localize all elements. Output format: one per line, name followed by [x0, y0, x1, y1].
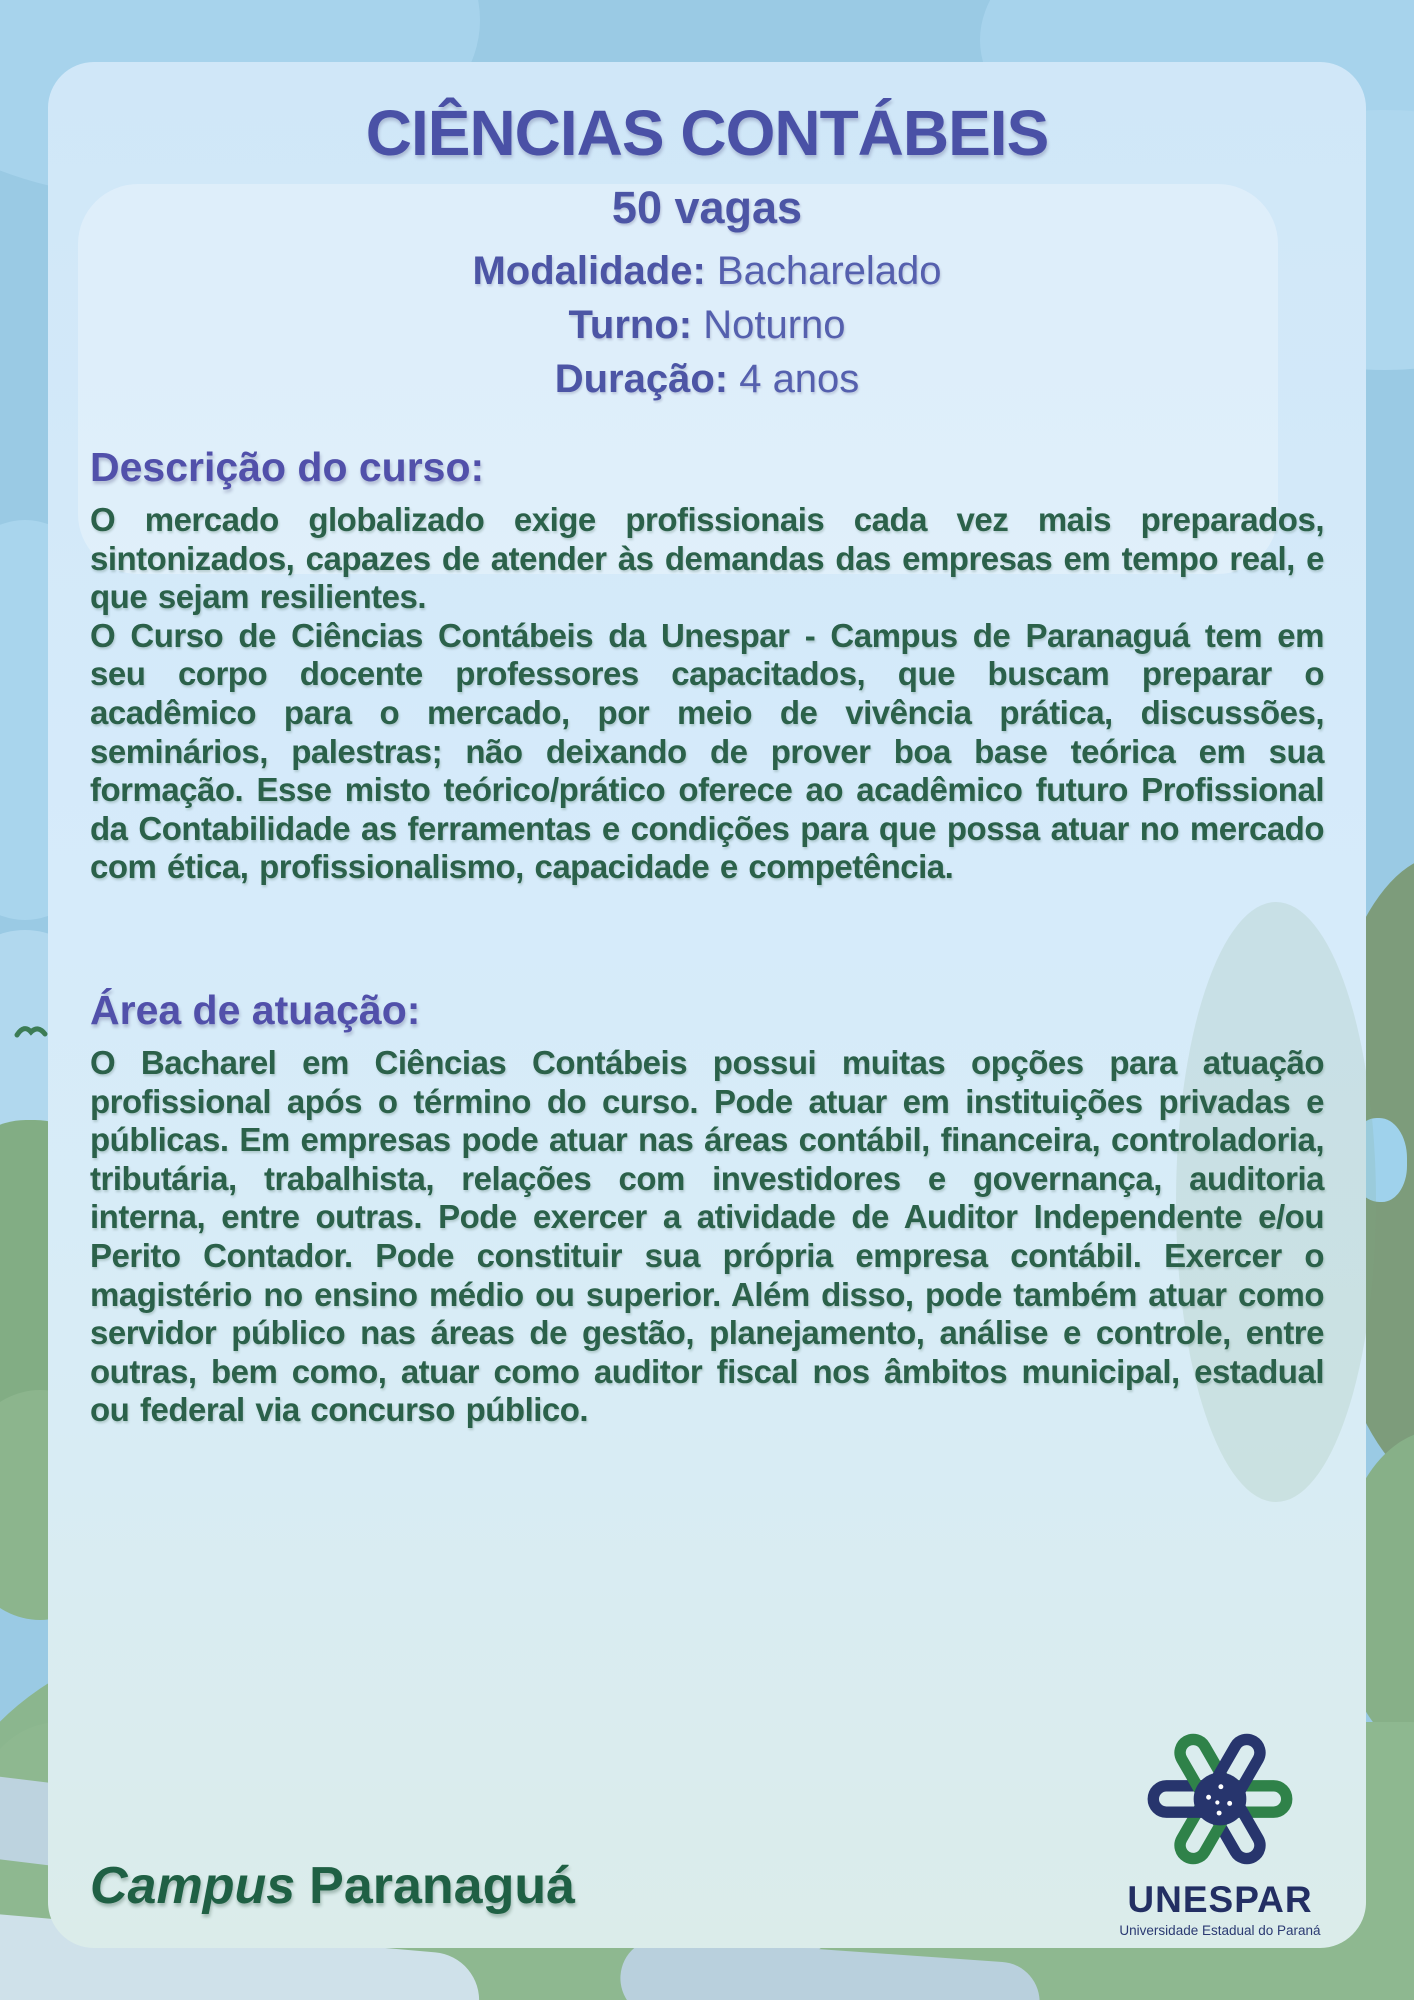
info-value: Noturno: [703, 303, 846, 347]
unespar-logo-flower: [1141, 1720, 1299, 1878]
unespar-subtitle: Universidade Estadual do Paraná: [1119, 1923, 1321, 1938]
course-info: [48, 244, 1366, 406]
description-paragraph: O Curso de Ciências Contábeis da Unespar - Campus de Paranaguá tem em seu corpo docente professores capacitados, que buscam preparar o acadêmico para o mercado, por meio de vivência prática, discussões, seminários, palestras; não deixando de prover boa base teórica em sua formação. Esse misto teórico/prático oferece ao acadêmico futuro Profissional da Contabilidade as ferramentas e condições para que possa atuar no mercado com ética, profissionalismo, capacidade e competência.: [90, 616, 1324, 886]
info-line-modalidade: [48, 244, 1366, 298]
info-line-duracao: [48, 352, 1366, 406]
field-paragraph: O Bacharel em Ciências Contábeis possui muitas opções para atuação profissional após o término do curso. Pode atuar em instituições privadas e públicas. Em empresas pode atuar nas áreas contábil, financeira, controladoria, tributária, trabalhista, relações com investidores e governança, auditoria interna, entre outras. Pode exercer a atividade de Auditor Independente e/ou Perito Contador. Pode constituir sua própria empresa contábil. Exercer o magistério no ensino médio ou superior. Além disso, pode também atuar como servidor público nas áreas de gestão, planejamento, análise e controle, entre outras, bem como, atuar como auditor fiscal nos âmbitos municipal, estadual ou federal via concurso público.: [90, 1043, 1324, 1429]
info-label: Turno:: [568, 303, 693, 347]
southern-cross-circle: [1194, 1773, 1247, 1826]
section-heading-atuacao: Área de atuação:: [90, 986, 421, 1033]
bird-icon: [14, 1020, 48, 1042]
info-value: Bacharelado: [716, 249, 942, 293]
info-label: Duração:: [554, 357, 729, 401]
course-card: [48, 62, 1366, 1948]
info-line-turno: [48, 298, 1366, 352]
info-label: Modalidade:: [472, 249, 706, 293]
unespar-wordmark: UNESPAR: [1127, 1879, 1313, 1920]
campus-word: Campus: [90, 1857, 296, 1915]
vacancies-count: 50 vagas: [611, 182, 803, 233]
section-heading-descricao: Descrição do curso:: [90, 444, 485, 490]
campus-name: Paranaguá: [309, 1857, 576, 1915]
course-title: CIÊNCIAS CONTÁBEIS: [365, 97, 1049, 169]
info-value: 4 anos: [739, 357, 860, 401]
description-paragraph: O mercado globalizado exige profissionais cada vez mais preparados, sintonizados, capazes de atender às demandas das empresas em tempo real, e que sejam resilientes.: [90, 501, 1324, 616]
campus-label: [90, 1856, 575, 1916]
unespar-logo: [1100, 1720, 1340, 1938]
